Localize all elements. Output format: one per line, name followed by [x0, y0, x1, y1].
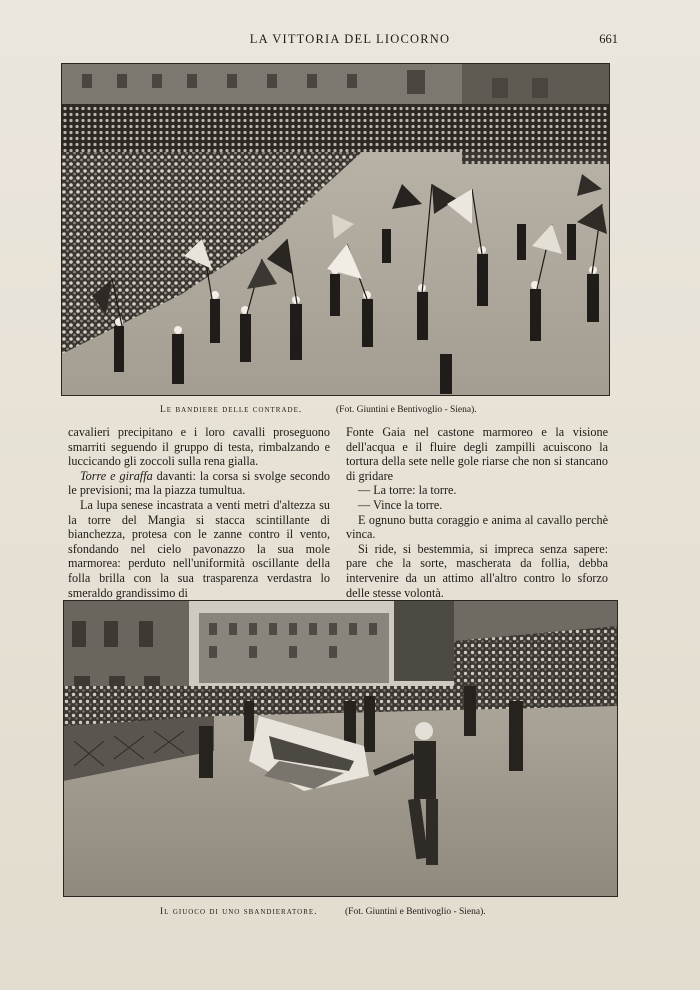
dialogue-line: — La torre: la torre.: [358, 483, 457, 498]
photo-flag-thrower: [63, 600, 618, 897]
figure-caption-title: Il giuoco di uno sbandieratore.: [160, 907, 318, 917]
figure-caption-credit: (Fot. Giuntini e Bentivoglio - Siena).: [345, 907, 486, 917]
running-title: LA VITTORIA DEL LIOCORNO: [249, 32, 451, 46]
photo-flag-thrower-image: [64, 601, 617, 896]
page-number: 661: [599, 32, 618, 46]
italic-phrase: Torre e giraffa: [80, 468, 153, 483]
paragraph: cavalieri precipitano e i loro cavalli proseguono smarriti seguendo il gruppo di testa, rimbalzando e luccicando gli zoccoli sulla rena gialla.: [68, 425, 330, 469]
paragraph: E ognuno butta coraggio e anima al cavallo perchè vinca.: [346, 512, 608, 542]
paragraph: Fonte Gaia nel castone marmoreo e la visione dell'acqua e il fluire degli zampilli acuiscono la tortura della sete nelle gole riarse che non si stancano di gridare: [346, 425, 608, 483]
figure-caption-credit: (Fot. Giuntini e Bentivoglio - Siena).: [336, 405, 477, 415]
paragraph: La lupa senese incastrata a venti metri d'altezza su la torre del Mangia si stacca scintillante di bianchezza, protesa con le zanne contro il vento, sfondando nel cielo pavonazzo la sua mole marmorea: perduto nell'uniformità oscillante della folla brilla con la sua trasparenza verdastra lo smeraldo grandissimo di: [68, 497, 330, 600]
photo-flags-of-contrade: [61, 63, 610, 396]
text-column-right: [346, 425, 608, 600]
paragraph: Torre e giraffa davanti: la corsa si svolge secondo le previsioni; ma la piazza tumultua.: [68, 468, 331, 498]
text-column-left: [68, 425, 330, 600]
photo-flags-image: [62, 64, 609, 395]
dialogue-line: — Vince la torre.: [358, 497, 443, 512]
paragraph: Si ride, si bestemmia, si impreca senza sapere: pare che la sorte, mascherata da follia, debba intervenire da un attimo all'altro contro lo sforzo delle stesse volontà.: [346, 541, 608, 600]
figure-caption-title: Le bandiere delle contrade.: [160, 405, 303, 415]
